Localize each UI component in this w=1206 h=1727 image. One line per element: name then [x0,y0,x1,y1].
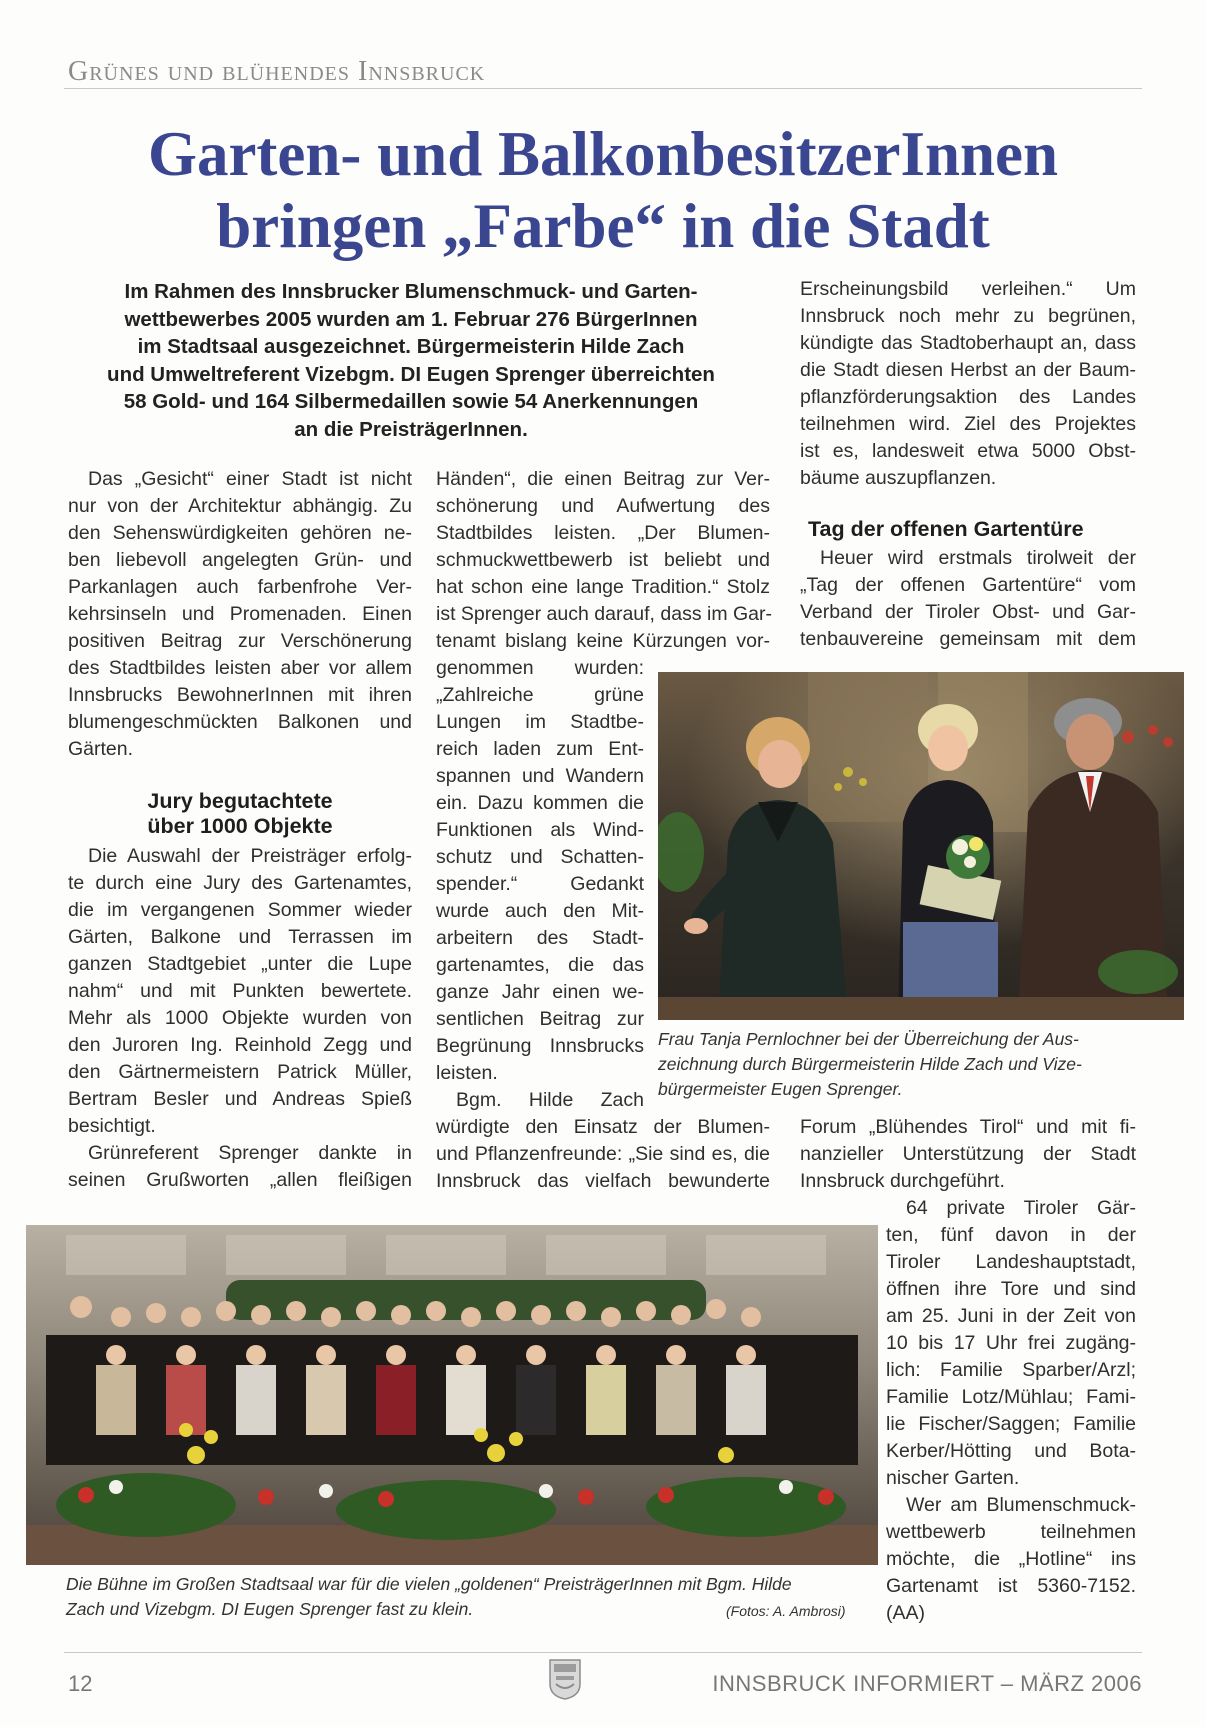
text-line: seinen Grußworten „allen fleißigen [68,1169,412,1191]
text-line: genommen wurden: [436,657,644,679]
text-line: ten, fünf davon in der [886,1224,1136,1246]
text-line: „Tag der offenen Gartentüre“ vom [800,574,1136,596]
photo-credit: (Fotos: A. Ambrosi) [726,1603,846,1619]
photo-caption: bürgermeister Eugen Sprenger. [658,1079,903,1099]
text-line: kündigte das Stadtoberhaupt an, dass [800,332,1136,354]
text-line: te durch eine Jury des Gartenamtes, [68,872,412,894]
headline-line: bringen „Farbe“ in die Stadt [216,191,990,261]
text-line: Gartenamt ist 5360-7152. [886,1575,1136,1597]
text-line: lie Fischer/Saggen; Familie [886,1413,1136,1435]
text-line: Verband der Tiroler Obst- und Gar- [800,601,1136,623]
text-line: Erscheinungsbild verleihen.“ Um [800,278,1136,300]
photo-caption: Die Bühne im Großen Stadtsaal war für die vielen „goldenen“ PreisträgerInnen mit Bgm. Hilde [66,1574,792,1594]
group-stage-illustration [26,1225,878,1565]
text-line: die Stadt diesen Herbst an der Baum- [800,359,1136,381]
text-line: spannen und Wandern [436,765,644,787]
lead-line: wettbewerbes 2005 wurden am 1. Februar 276 BürgerInnen [124,307,698,331]
text-line: Innsbruck noch mehr zu begrünen, [800,305,1136,327]
text-line: ben liebevoll angelegten Grün- und [68,549,412,571]
text-line: ganzen Stadtgebiet „unter die Lupe [68,953,412,975]
text-line: ist es, landesweit etwa 5000 Obst- [800,440,1136,462]
text-line: den Gärtnermeistern Patrick Müller, [68,1061,412,1083]
text-line: nur von der Architektur abhängig. Zu [68,495,412,517]
text-line: hat schon eine lange Tradition.“ Stolz [436,576,770,598]
text-line: positiven Beitrag zur Verschönerung [68,630,412,652]
text-line: Bertram Besler und Andreas Spieß [68,1088,412,1110]
headline [40,118,1166,262]
page-number: 12 [68,1671,93,1696]
text-line: 64 private Tiroler Gär- [906,1197,1136,1219]
group-stage-photo [26,1225,878,1565]
text-line: gartenamtes, die das [436,954,644,976]
city-crest-icon [548,1658,582,1700]
text-line: ganze Jahr einen we- [436,981,644,1003]
text-line: möchte, die „Hotline“ ins [886,1548,1136,1570]
text-line: reich laden zum Ent- [436,738,644,760]
photo-caption: zeichnung durch Bürgermeisterin Hilde Zach und Vize- [658,1054,1082,1074]
text-line: öffnen ihre Tore und sind [886,1278,1136,1300]
text-line: Bgm. Hilde Zach [456,1089,644,1111]
text-line: arbeitern des Stadt- [436,927,644,949]
text-line: leisten. [436,1062,498,1084]
text-line: Die Auswahl der Preisträger erfolg- [88,845,412,867]
text-line: die im vergangenen Sommer wieder [68,899,412,921]
text-line: Begrünung Innsbrucks [436,1035,644,1057]
text-line: Innsbrucks BewohnerInnen mit ihren [68,684,412,706]
text-line: tenamt bislang keine Kürzungen vor- [436,630,770,652]
text-line: würdigte den Einsatz der Blumen- [436,1116,770,1138]
text-line: nischer Garten. [886,1467,1020,1489]
text-line: nahm“ und mit Punkten bewertete. [68,980,412,1002]
subheading: Jury begutachtete [147,789,333,813]
headline-line: Garten- und BalkonbesitzerInnen [147,119,1059,189]
text-line: ein. Dazu kommen die [436,792,644,814]
text-line: Händen“, die einen Beitrag zur Ver- [436,468,770,490]
text-line: pflanzförderungsaktion des Landes [800,386,1136,408]
text-line: Funktionen als Wind- [436,819,644,841]
award-ceremony-illustration [658,672,1184,1020]
lead-line: Im Rahmen des Innsbrucker Blumenschmuck- und Garten- [124,280,698,303]
text-line: bäume auszupflanzen. [800,467,997,489]
text-line: sentlichen Beitrag zur [436,1008,644,1030]
text-line: Tiroler Landeshauptstadt, [886,1251,1136,1273]
text-line: Familie Lotz/Mühlau; Fami- [886,1386,1136,1408]
text-line: nanzieller Unterstützung der Stadt [800,1143,1136,1165]
text-line: blumengeschmückten Balkonen und [68,711,412,733]
text-line: Das „Gesicht“ einer Stadt ist nicht [88,468,412,490]
subheading: Tag der offenen Gartentüre [808,517,1084,541]
text-line: Wer am Blumenschmuck- [906,1494,1136,1516]
text-line: lich: Familie Sparber/Arzl; [886,1359,1136,1381]
text-line: „Zahlreiche grüne [436,684,644,706]
text-line: Lungen im Stadtbe- [436,711,644,733]
subheading: über 1000 Objekte [147,814,333,838]
text-line: schutz und Schatten- [436,846,644,868]
text-line: 10 bis 17 Uhr frei zugäng- [886,1332,1136,1354]
text-line: Gärten. [68,738,134,760]
lead-line: an die PreisträgerInnen. [294,417,528,441]
text-line: kehrsinseln und Promenaden. Einen [68,603,412,625]
text-line: den Sehenswürdigkeiten gehören ne- [68,522,412,544]
text-line: teilnehmen wird. Ziel des Projektes [800,413,1136,435]
text-line: besichtigt. [68,1115,156,1137]
text-line: des Stadtbildes leisten aber vor allem [68,657,412,679]
text-line: Innsbruck das vielfach bewunderte [436,1170,770,1192]
text-line: tenbauvereine gemeinsam mit dem [800,628,1136,650]
text-line: und Pflanzenfreunde: „Sie sind es, die [436,1143,770,1165]
text-line: am 25. Juni in der Zeit von [886,1305,1136,1327]
text-line: den Juroren Ing. Reinhold Zegg und [68,1034,412,1056]
lead-line: und Umweltreferent Vizebgm. DI Eugen Sprenger überreichten [107,362,715,386]
section-kicker: Grünes und blühendes Innsbruck [68,56,486,87]
award-ceremony-photo [658,672,1184,1020]
text-line: Heuer wird erstmals tirolweit der [820,547,1136,569]
text-line: (AA) [886,1602,925,1624]
footer-divider [64,1652,1142,1653]
text-line: Mehr als 1000 Objekte wurden von [68,1007,412,1029]
text-line: Gärten, Balkone und Terrassen im [68,926,412,948]
text-line: Forum „Blühendes Tirol“ und mit fi- [800,1116,1136,1138]
header-divider [64,88,1142,89]
text-line: schönerung und Aufwertung des [436,495,770,517]
lead-line: 58 Gold- und 164 Silbermedaillen sowie 54 Anerkennungen [123,390,699,413]
text-line: Parkanlagen auch farbenfrohe Ver- [68,576,412,598]
text-line: wurde auch den Mit- [436,900,644,922]
photo-caption: Zach und Vizebgm. DI Eugen Sprenger fast zu klein. [66,1599,474,1619]
lead-line: im Stadtsaal ausgezeichnet. Bürgermeisterin Hilde Zach [137,335,685,358]
text-line: spender.“ Gedankt [436,873,644,895]
text-line: schmuckwettbewerb ist beliebt und [436,549,770,571]
photo-caption: Frau Tanja Pernlochner bei der Überreichung der Aus- [658,1029,1079,1049]
publication-title: INNSBRUCK INFORMIERT – MÄRZ 2006 [712,1671,1142,1696]
lead-paragraph [66,278,756,443]
text-line: Innsbruck durchgeführt. [800,1170,1005,1192]
text-line: ist Sprenger auch darauf, dass im Gar- [436,603,772,625]
text-line: Grünreferent Sprenger dankte in [88,1142,412,1164]
text-line: Stadtbildes leisten. „Der Blumen- [436,522,770,544]
text-line: wettbewerb teilnehmen [886,1521,1136,1543]
text-line: Kerber/Hötting und Bota- [886,1440,1136,1462]
